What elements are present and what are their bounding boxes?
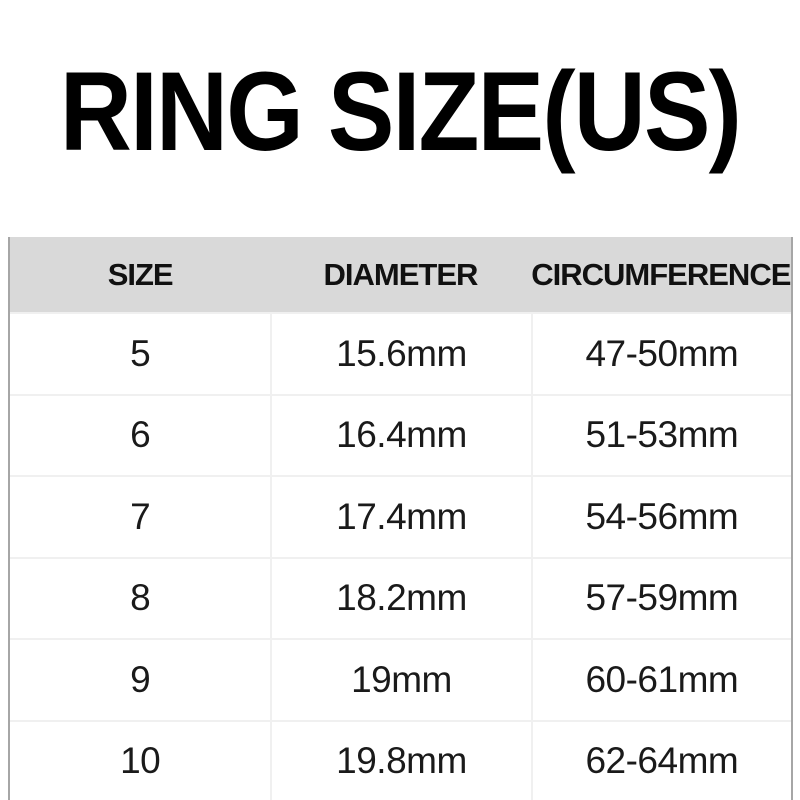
circumference-cell: 57-59mm xyxy=(531,559,791,639)
table-row xyxy=(10,557,791,639)
size-cell: 7 xyxy=(130,495,151,537)
size-cell: 8 xyxy=(130,577,151,619)
diameter-cell: 17.4mm xyxy=(270,477,530,557)
diameter-cell: 18.2mm xyxy=(270,559,530,639)
size-cell: 9 xyxy=(130,658,151,700)
diameter-cell: 19.8mm xyxy=(270,722,530,800)
circumference-cell: 60-61mm xyxy=(531,640,791,720)
table-row xyxy=(10,312,791,394)
circumference-cell: 47-50mm xyxy=(531,314,791,394)
diameter-cell: 16.4mm xyxy=(270,396,530,476)
size-cell: 10 xyxy=(120,740,161,782)
table-header-row xyxy=(10,237,791,312)
page-title: RING SIZE(US) xyxy=(59,49,741,174)
table-row xyxy=(10,638,791,720)
diameter-cell: 19mm xyxy=(270,640,530,720)
table-row xyxy=(10,720,791,800)
table-row xyxy=(10,394,791,476)
header-cell-circumference: CIRCUMFERENCE xyxy=(531,256,791,292)
header-cell-size: SIZE xyxy=(107,256,173,292)
size-cell: 6 xyxy=(130,414,151,456)
circumference-cell: 54-56mm xyxy=(531,477,791,557)
size-cell: 5 xyxy=(130,332,151,374)
circumference-cell: 51-53mm xyxy=(531,396,791,476)
table-row xyxy=(10,475,791,557)
circumference-cell: 62-64mm xyxy=(531,722,791,800)
diameter-cell: 15.6mm xyxy=(270,314,530,394)
ring-size-table xyxy=(8,237,793,800)
header-cell-diameter: DIAMETER xyxy=(323,256,478,292)
